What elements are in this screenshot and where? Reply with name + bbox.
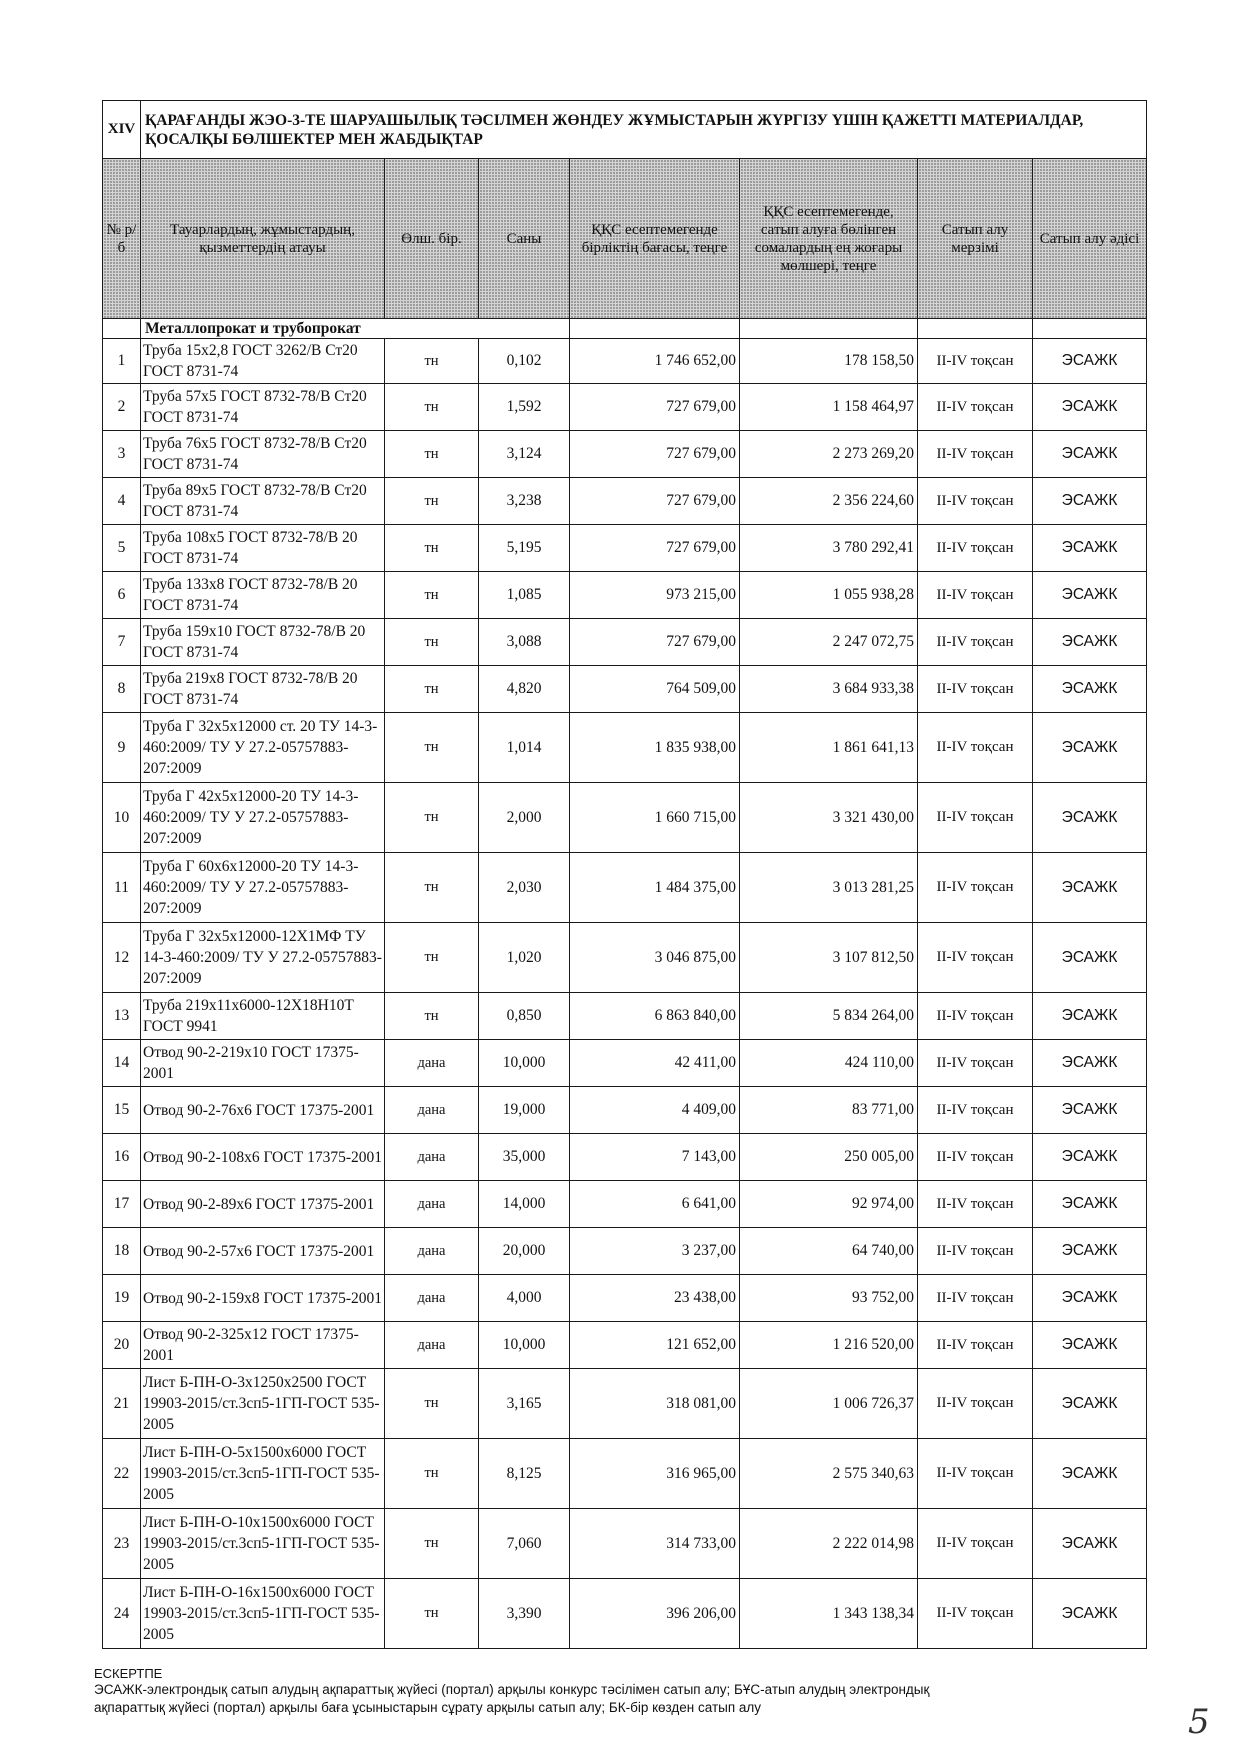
procurement-term-cell: II-IV тоқсан xyxy=(918,1579,1033,1649)
row-number: 3 xyxy=(103,431,141,478)
quantity-cell: 5,195 xyxy=(479,525,570,572)
item-name: Труба 133х8 ГОСТ 8732-78/В 20 ГОСТ 8731-74 xyxy=(141,572,385,619)
category-spacer xyxy=(740,319,918,339)
table-row xyxy=(103,1275,1147,1322)
procurement-term-cell: II-IV тоқсан xyxy=(918,1509,1033,1579)
procurement-term-cell: II-IV тоқсан xyxy=(918,339,1033,384)
total-amount-cell: 5 834 264,00 xyxy=(740,993,918,1040)
unit-cell: тн xyxy=(385,1579,479,1649)
procurement-method-cell: ЭСАЖК xyxy=(1033,1275,1147,1322)
unit-cell: тн xyxy=(385,619,479,666)
procurement-term-cell: II-IV тоқсан xyxy=(918,525,1033,572)
procurement-term-cell: II-IV тоқсан xyxy=(918,1228,1033,1275)
category-spacer xyxy=(1033,319,1147,339)
total-amount-cell: 1 055 938,28 xyxy=(740,572,918,619)
item-name: Труба Г 32х5х12000-12Х1МФ ТУ 14-3-460:2009/ ТУ У 27.2-05757883-207:2009 xyxy=(141,923,385,993)
unit-cell: тн xyxy=(385,923,479,993)
total-amount-cell: 250 005,00 xyxy=(740,1134,918,1181)
row-number: 16 xyxy=(103,1134,141,1181)
unit-price-cell: 6 863 840,00 xyxy=(570,993,740,1040)
unit-price-cell: 314 733,00 xyxy=(570,1509,740,1579)
item-name: Труба 108х5 ГОСТ 8732-78/В 20 ГОСТ 8731-74 xyxy=(141,525,385,572)
unit-price-cell: 42 411,00 xyxy=(570,1040,740,1087)
col-header-price: ҚҚС есептемегенде бірліктің бағасы, теңге xyxy=(570,159,740,319)
quantity-cell: 7,060 xyxy=(479,1509,570,1579)
procurement-term-cell: II-IV тоқсан xyxy=(918,1087,1033,1134)
procurement-method-cell: ЭСАЖК xyxy=(1033,713,1147,783)
total-amount-cell: 3 013 281,25 xyxy=(740,853,918,923)
procurement-term-cell: II-IV тоқсан xyxy=(918,666,1033,713)
quantity-cell: 1,014 xyxy=(479,713,570,783)
quantity-cell: 14,000 xyxy=(479,1181,570,1228)
row-number: 20 xyxy=(103,1322,141,1369)
procurement-method-cell: ЭСАЖК xyxy=(1033,1134,1147,1181)
quantity-cell: 20,000 xyxy=(479,1228,570,1275)
table-row xyxy=(103,1369,1147,1439)
procurement-method-cell: ЭСАЖК xyxy=(1033,1509,1147,1579)
item-name: Труба 76х5 ГОСТ 8732-78/В Ст20 ГОСТ 8731-74 xyxy=(141,431,385,478)
table-row xyxy=(103,713,1147,783)
table-row xyxy=(103,339,1147,384)
quantity-cell: 2,000 xyxy=(479,783,570,853)
quantity-cell: 3,088 xyxy=(479,619,570,666)
procurement-table xyxy=(102,100,1147,1649)
total-amount-cell: 83 771,00 xyxy=(740,1087,918,1134)
procurement-term-cell: II-IV тоқсан xyxy=(918,1322,1033,1369)
total-amount-cell: 1 343 138,34 xyxy=(740,1579,918,1649)
unit-cell: тн xyxy=(385,993,479,1040)
table-row xyxy=(103,1040,1147,1087)
table-row xyxy=(103,525,1147,572)
procurement-term-cell: II-IV тоқсан xyxy=(918,1439,1033,1509)
category-spacer xyxy=(103,319,141,339)
table-row xyxy=(103,1322,1147,1369)
unit-cell: тн xyxy=(385,525,479,572)
item-name: Труба Г 32х5х12000 ст. 20 ТУ 14-3-460:2009/ ТУ У 27.2-05757883-207:2009 xyxy=(141,713,385,783)
procurement-term-cell: II-IV тоқсан xyxy=(918,1181,1033,1228)
column-header-row xyxy=(103,159,1147,319)
item-name: Лист Б-ПН-О-16х1500х6000 ГОСТ 19903-2015/ст.3сп5-1ГП-ГОСТ 535-2005 xyxy=(141,1579,385,1649)
table-row xyxy=(103,1134,1147,1181)
total-amount-cell: 3 321 430,00 xyxy=(740,783,918,853)
row-number: 11 xyxy=(103,853,141,923)
unit-price-cell: 318 081,00 xyxy=(570,1369,740,1439)
unit-cell: дана xyxy=(385,1040,479,1087)
item-name: Труба Г 60х6х12000-20 ТУ 14-3-460:2009/ ТУ У 27.2-05757883-207:2009 xyxy=(141,853,385,923)
total-amount-cell: 64 740,00 xyxy=(740,1228,918,1275)
item-name: Труба Г 42х5х12000-20 ТУ 14-3-460:2009/ ТУ У 27.2-05757883-207:2009 xyxy=(141,783,385,853)
total-amount-cell: 92 974,00 xyxy=(740,1181,918,1228)
quantity-cell: 35,000 xyxy=(479,1134,570,1181)
section-header-row xyxy=(103,101,1147,159)
quantity-cell: 3,165 xyxy=(479,1369,570,1439)
procurement-term-cell: II-IV тоқсан xyxy=(918,923,1033,993)
quantity-cell: 3,238 xyxy=(479,478,570,525)
unit-price-cell: 23 438,00 xyxy=(570,1275,740,1322)
unit-price-cell: 6 641,00 xyxy=(570,1181,740,1228)
row-number: 1 xyxy=(103,339,141,384)
unit-cell: дана xyxy=(385,1181,479,1228)
row-number: 18 xyxy=(103,1228,141,1275)
table-row xyxy=(103,478,1147,525)
procurement-term-cell: II-IV тоқсан xyxy=(918,993,1033,1040)
table-row xyxy=(103,1181,1147,1228)
item-name: Лист Б-ПН-О-10х1500х6000 ГОСТ 19903-2015/ст.3сп5-1ГП-ГОСТ 535-2005 xyxy=(141,1509,385,1579)
total-amount-cell: 1 861 641,13 xyxy=(740,713,918,783)
category-spacer xyxy=(918,319,1033,339)
table-row xyxy=(103,1228,1147,1275)
quantity-cell: 3,124 xyxy=(479,431,570,478)
procurement-method-cell: ЭСАЖК xyxy=(1033,923,1147,993)
procurement-method-cell: ЭСАЖК xyxy=(1033,783,1147,853)
row-number: 24 xyxy=(103,1579,141,1649)
procurement-method-cell: ЭСАЖК xyxy=(1033,339,1147,384)
col-header-qty: Саны xyxy=(479,159,570,319)
total-amount-cell: 178 158,50 xyxy=(740,339,918,384)
unit-cell: дана xyxy=(385,1134,479,1181)
table-row xyxy=(103,1509,1147,1579)
row-number: 15 xyxy=(103,1087,141,1134)
row-number: 5 xyxy=(103,525,141,572)
unit-price-cell: 727 679,00 xyxy=(570,525,740,572)
table-row xyxy=(103,853,1147,923)
procurement-method-cell: ЭСАЖК xyxy=(1033,572,1147,619)
procurement-term-cell: II-IV тоқсан xyxy=(918,783,1033,853)
unit-cell: тн xyxy=(385,431,479,478)
row-number: 22 xyxy=(103,1439,141,1509)
table-row xyxy=(103,1579,1147,1649)
row-number: 21 xyxy=(103,1369,141,1439)
table-row xyxy=(103,666,1147,713)
item-name: Отвод 90-2-159х8 ГОСТ 17375-2001 xyxy=(141,1275,385,1322)
unit-price-cell: 727 679,00 xyxy=(570,619,740,666)
procurement-method-cell: ЭСАЖК xyxy=(1033,1040,1147,1087)
item-name: Лист Б-ПН-О-5х1500х6000 ГОСТ 19903-2015/ст.3сп5-1ГП-ГОСТ 535-2005 xyxy=(141,1439,385,1509)
total-amount-cell: 424 110,00 xyxy=(740,1040,918,1087)
col-header-name: Тауарлардың, жұмыстардың, қызметтердің атауы xyxy=(141,159,385,319)
item-name: Труба 219х8 ГОСТ 8732-78/В 20 ГОСТ 8731-74 xyxy=(141,666,385,713)
table-row xyxy=(103,1087,1147,1134)
unit-price-cell: 1 746 652,00 xyxy=(570,339,740,384)
col-header-unit: Өлш. бір. xyxy=(385,159,479,319)
row-number: 10 xyxy=(103,783,141,853)
item-name: Отвод 90-2-57х6 ГОСТ 17375-2001 xyxy=(141,1228,385,1275)
procurement-term-cell: II-IV тоқсан xyxy=(918,619,1033,666)
total-amount-cell: 2 575 340,63 xyxy=(740,1439,918,1509)
procurement-term-cell: II-IV тоқсан xyxy=(918,478,1033,525)
procurement-method-cell: ЭСАЖК xyxy=(1033,1087,1147,1134)
table-row xyxy=(103,993,1147,1040)
procurement-method-cell: ЭСАЖК xyxy=(1033,1369,1147,1439)
category-spacer xyxy=(570,319,740,339)
notes-line-1: ЭСАЖК-электрондық сатып алудың ақпараттық жүйесі (портал) арқылы конкурс тәсілімен сатып алу; БҰС-атып алудың электрондық xyxy=(94,1682,930,1697)
procurement-term-cell: II-IV тоқсан xyxy=(918,1040,1033,1087)
procurement-term-cell: II-IV тоқсан xyxy=(918,572,1033,619)
procurement-term-cell: II-IV тоқсан xyxy=(918,853,1033,923)
unit-price-cell: 1 484 375,00 xyxy=(570,853,740,923)
row-number: 14 xyxy=(103,1040,141,1087)
procurement-method-cell: ЭСАЖК xyxy=(1033,853,1147,923)
quantity-cell: 2,030 xyxy=(479,853,570,923)
unit-cell: тн xyxy=(385,853,479,923)
procurement-term-cell: II-IV тоқсан xyxy=(918,431,1033,478)
procurement-method-cell: ЭСАЖК xyxy=(1033,993,1147,1040)
total-amount-cell: 3 780 292,41 xyxy=(740,525,918,572)
procurement-method-cell: ЭСАЖК xyxy=(1033,1579,1147,1649)
page-number: 5 xyxy=(1188,1702,1210,1742)
row-number: 6 xyxy=(103,572,141,619)
notes-block xyxy=(94,1667,1154,1717)
document-page xyxy=(102,100,1146,1649)
quantity-cell: 4,820 xyxy=(479,666,570,713)
unit-cell: тн xyxy=(385,666,479,713)
total-amount-cell: 2 247 072,75 xyxy=(740,619,918,666)
category-label: Металлопрокат и трубопрокат xyxy=(141,319,570,339)
total-amount-cell: 1 216 520,00 xyxy=(740,1322,918,1369)
unit-price-cell: 727 679,00 xyxy=(570,384,740,431)
unit-price-cell: 4 409,00 xyxy=(570,1087,740,1134)
row-number: 23 xyxy=(103,1509,141,1579)
total-amount-cell: 93 752,00 xyxy=(740,1275,918,1322)
section-number: XIV xyxy=(103,101,141,159)
item-name: Труба 219х11х6000-12Х18Н10Т ГОСТ 9941 xyxy=(141,993,385,1040)
unit-cell: тн xyxy=(385,1369,479,1439)
notes-line-2: ақпараттық жүйесі (портал) арқылы баға ұсыныстарын сұрату арқылы сатып алу; БК-бір көзден сатып алу xyxy=(94,1700,762,1715)
row-number: 4 xyxy=(103,478,141,525)
item-name: Труба 57х5 ГОСТ 8732-78/В Ст20 ГОСТ 8731-74 xyxy=(141,384,385,431)
item-name: Лист Б-ПН-О-3х1250х2500 ГОСТ 19903-2015/ст.3сп5-1ГП-ГОСТ 535-2005 xyxy=(141,1369,385,1439)
item-name: Отвод 90-2-108х6 ГОСТ 17375-2001 xyxy=(141,1134,385,1181)
unit-price-cell: 727 679,00 xyxy=(570,431,740,478)
unit-cell: дана xyxy=(385,1275,479,1322)
col-header-total: ҚҚС есептемегенде, сатып алуға бөлінген сомалардың ең жоғары мөлшері, теңге xyxy=(740,159,918,319)
total-amount-cell: 1 006 726,37 xyxy=(740,1369,918,1439)
quantity-cell: 10,000 xyxy=(479,1322,570,1369)
unit-price-cell: 121 652,00 xyxy=(570,1322,740,1369)
unit-price-cell: 973 215,00 xyxy=(570,572,740,619)
row-number: 13 xyxy=(103,993,141,1040)
total-amount-cell: 2 273 269,20 xyxy=(740,431,918,478)
section-title: ҚАРАҒАНДЫ ЖЭО-3-ТЕ ШАРУАШЫЛЫҚ ТӘСІЛМЕН ЖӨНДЕУ ЖҰМЫСТАРЫН ЖҮРГІЗУ ҮШІН ҚАЖЕТТІ МАТЕРИАЛДАР, ҚОСАЛҚЫ БӨЛШЕКТЕР МЕН ЖАБДЫҚТАР xyxy=(141,101,1147,159)
table-row xyxy=(103,783,1147,853)
unit-price-cell: 3 046 875,00 xyxy=(570,923,740,993)
table-row xyxy=(103,572,1147,619)
unit-cell: дана xyxy=(385,1322,479,1369)
unit-cell: тн xyxy=(385,783,479,853)
procurement-method-cell: ЭСАЖК xyxy=(1033,525,1147,572)
unit-price-cell: 7 143,00 xyxy=(570,1134,740,1181)
unit-cell: тн xyxy=(385,478,479,525)
item-name: Отвод 90-2-219х10 ГОСТ 17375-2001 xyxy=(141,1040,385,1087)
category-row xyxy=(103,319,1147,339)
col-header-term: Сатып алу мерзімі xyxy=(918,159,1033,319)
procurement-method-cell: ЭСАЖК xyxy=(1033,478,1147,525)
procurement-term-cell: II-IV тоқсан xyxy=(918,713,1033,783)
item-name: Труба 89х5 ГОСТ 8732-78/В Ст20 ГОСТ 8731-74 xyxy=(141,478,385,525)
col-header-num: № р/б xyxy=(103,159,141,319)
table-row xyxy=(103,923,1147,993)
unit-price-cell: 316 965,00 xyxy=(570,1439,740,1509)
procurement-method-cell: ЭСАЖК xyxy=(1033,619,1147,666)
row-number: 17 xyxy=(103,1181,141,1228)
table-row xyxy=(103,431,1147,478)
quantity-cell: 1,020 xyxy=(479,923,570,993)
total-amount-cell: 3 107 812,50 xyxy=(740,923,918,993)
unit-price-cell: 727 679,00 xyxy=(570,478,740,525)
item-name: Отвод 90-2-89х6 ГОСТ 17375-2001 xyxy=(141,1181,385,1228)
quantity-cell: 10,000 xyxy=(479,1040,570,1087)
procurement-method-cell: ЭСАЖК xyxy=(1033,1181,1147,1228)
row-number: 8 xyxy=(103,666,141,713)
procurement-term-cell: II-IV тоқсан xyxy=(918,1369,1033,1439)
quantity-cell: 19,000 xyxy=(479,1087,570,1134)
quantity-cell: 1,085 xyxy=(479,572,570,619)
unit-cell: тн xyxy=(385,1509,479,1579)
notes-title: ЕСКЕРТПЕ xyxy=(94,1666,163,1681)
unit-price-cell: 764 509,00 xyxy=(570,666,740,713)
row-number: 19 xyxy=(103,1275,141,1322)
item-name: Труба 15х2,8 ГОСТ 3262/В Ст20 ГОСТ 8731-74 xyxy=(141,339,385,384)
procurement-method-cell: ЭСАЖК xyxy=(1033,384,1147,431)
table-row xyxy=(103,1439,1147,1509)
unit-price-cell: 3 237,00 xyxy=(570,1228,740,1275)
procurement-method-cell: ЭСАЖК xyxy=(1033,666,1147,713)
item-name: Труба 159х10 ГОСТ 8732-78/В 20 ГОСТ 8731-74 xyxy=(141,619,385,666)
procurement-method-cell: ЭСАЖК xyxy=(1033,431,1147,478)
row-number: 2 xyxy=(103,384,141,431)
table-row xyxy=(103,619,1147,666)
procurement-term-cell: II-IV тоқсан xyxy=(918,384,1033,431)
unit-cell: дана xyxy=(385,1228,479,1275)
total-amount-cell: 2 356 224,60 xyxy=(740,478,918,525)
unit-cell: тн xyxy=(385,572,479,619)
total-amount-cell: 3 684 933,38 xyxy=(740,666,918,713)
procurement-method-cell: ЭСАЖК xyxy=(1033,1439,1147,1509)
unit-cell: тн xyxy=(385,713,479,783)
quantity-cell: 3,390 xyxy=(479,1579,570,1649)
procurement-term-cell: II-IV тоқсан xyxy=(918,1275,1033,1322)
unit-cell: тн xyxy=(385,339,479,384)
quantity-cell: 0,850 xyxy=(479,993,570,1040)
unit-price-cell: 1 660 715,00 xyxy=(570,783,740,853)
row-number: 9 xyxy=(103,713,141,783)
unit-price-cell: 1 835 938,00 xyxy=(570,713,740,783)
col-header-method: Сатып алу әдісі xyxy=(1033,159,1147,319)
total-amount-cell: 2 222 014,98 xyxy=(740,1509,918,1579)
total-amount-cell: 1 158 464,97 xyxy=(740,384,918,431)
unit-cell: тн xyxy=(385,1439,479,1509)
quantity-cell: 4,000 xyxy=(479,1275,570,1322)
row-number: 7 xyxy=(103,619,141,666)
item-name: Отвод 90-2-325х12 ГОСТ 17375-2001 xyxy=(141,1322,385,1369)
item-name: Отвод 90-2-76х6 ГОСТ 17375-2001 xyxy=(141,1087,385,1134)
procurement-term-cell: II-IV тоқсан xyxy=(918,1134,1033,1181)
row-number: 12 xyxy=(103,923,141,993)
quantity-cell: 1,592 xyxy=(479,384,570,431)
procurement-method-cell: ЭСАЖК xyxy=(1033,1322,1147,1369)
procurement-method-cell: ЭСАЖК xyxy=(1033,1228,1147,1275)
quantity-cell: 8,125 xyxy=(479,1439,570,1509)
table-row xyxy=(103,384,1147,431)
unit-price-cell: 396 206,00 xyxy=(570,1579,740,1649)
unit-cell: дана xyxy=(385,1087,479,1134)
unit-cell: тн xyxy=(385,384,479,431)
quantity-cell: 0,102 xyxy=(479,339,570,384)
